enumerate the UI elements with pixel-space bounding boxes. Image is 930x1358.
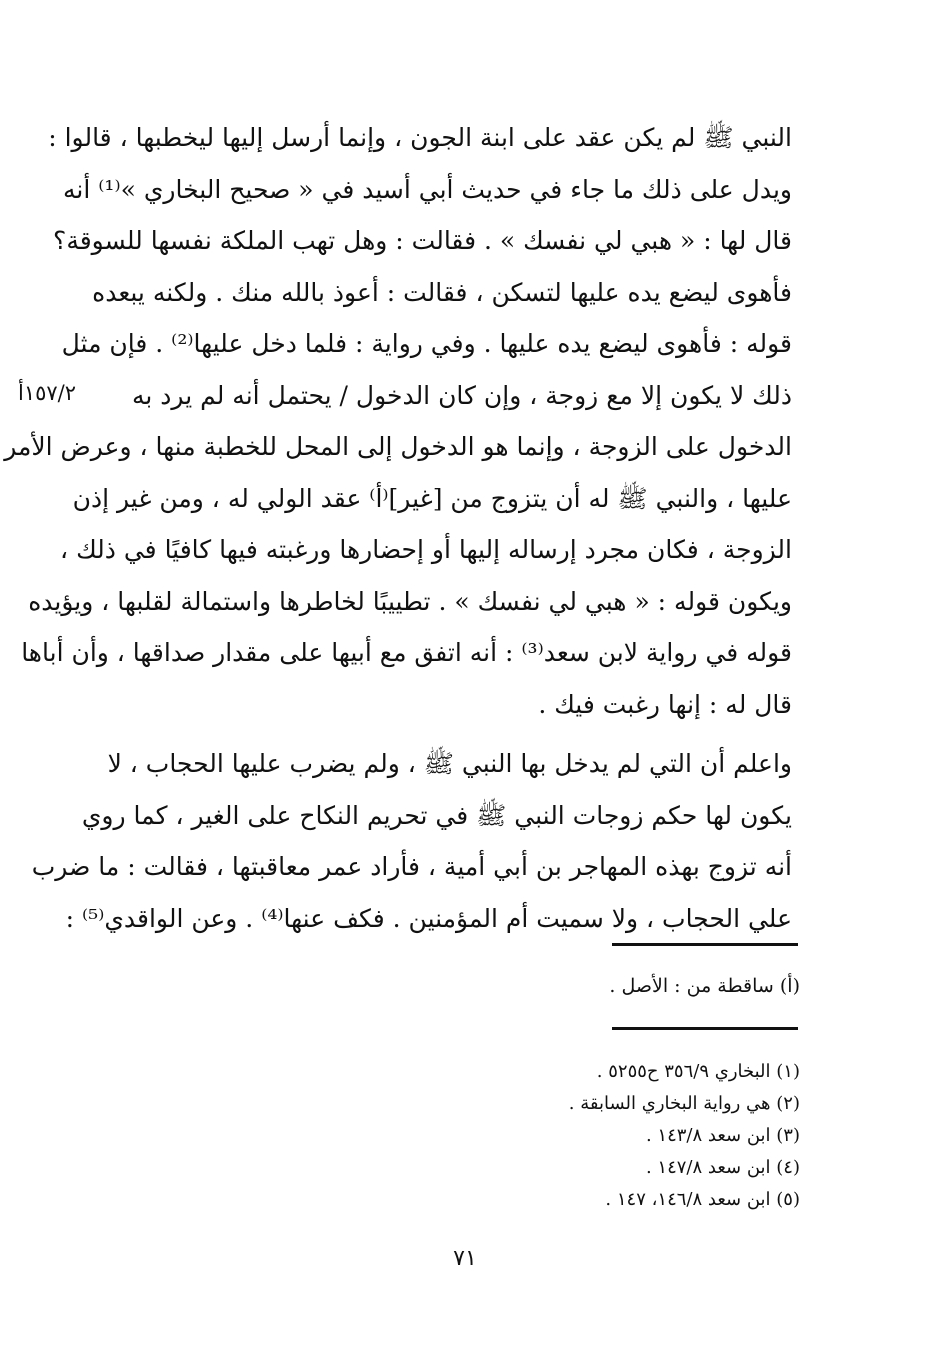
page-number: ٧١ xyxy=(453,1246,477,1271)
text-line: واعلم أن التي لم يدخل بها النبي ﷺ ، ولم يضرب عليها الحجاب ، لا xyxy=(107,749,792,778)
text-line: يكون لها حكم زوجات النبي ﷺ في تحريم النكاح على الغير ، كما روي xyxy=(81,800,792,830)
text-line: ذلك لا يكون إلا مع زوجة ، وإن كان الدخول / يحتمل أنه لم يرد به xyxy=(131,380,792,410)
text-line: النبي ﷺ لم يكن عقد على ابنة الجون ، وإنما أرسل إليها ليخطبها ، قالوا : xyxy=(48,123,792,152)
footnotes-list xyxy=(400,1056,800,1216)
text-line: ويدل على ذلك ما جاء في حديث أبي أسيد في « صحيح البخاري »⁽¹⁾ أنه xyxy=(63,174,792,204)
text-line: قال لها : « هبي لي نفسك » . فقالت : وهل تهب الملكة نفسها للسوقة؟ xyxy=(53,226,792,255)
text-line: أنه تزوج بهذه المهاجر بن أبي أمية ، فأراد عمر معاقبتها ، فقالت : ما ضرب xyxy=(31,852,792,881)
text-line: قال له : إنها رغبت فيك . xyxy=(538,689,792,719)
text-line: علي الحجاب ، ولا سميت أم المؤمنين . فكف عنها⁽⁴⁾ . وعن الواقدي⁽⁵⁾ : xyxy=(65,903,792,933)
text-line: الزوجة ، فكان مجرد إرساله إليها أو إحضارها ورغبته فيها كافيًا في ذلك ، xyxy=(60,535,792,564)
footnote: (٢) هي رواية البخاري السابقة . xyxy=(568,1093,800,1114)
text-line: فأهوى ليضع يده عليها لتسكن ، فقالت : أعوذ بالله منك . ولكنه يبعده xyxy=(92,277,792,307)
text-line: ويكون قوله : « هبي لي نفسك » . تطييبًا لخاطرها واستمالة لقلبها ، ويؤيده xyxy=(28,586,792,616)
footnote: (٤) ابن سعد ١٤٧/٨ . xyxy=(645,1157,800,1178)
footnote: (٥) ابن سعد ١٤٦/٨، ١٤٧ . xyxy=(605,1189,800,1210)
footnote: (١) البخاري ٣٥٦/٩ ح٥٢٥٥ . xyxy=(596,1061,800,1082)
footnote-divider xyxy=(612,1027,798,1030)
text-line: الدخول على الزوجة ، وإنما هو الدخول إلى المحل للخطبة منها ، وعرض الأمر xyxy=(4,432,792,461)
footnote-divider xyxy=(612,943,798,946)
footnote: (٣) ابن سعد ١٤٣/٨ . xyxy=(645,1125,800,1146)
margin-folio-note: ١٥٧/٢أ xyxy=(18,381,77,405)
text-line: قوله : فأهوى ليضع يده عليها . وفي رواية : فلما دخل عليها⁽²⁾ . فإن مثل xyxy=(61,329,792,358)
text-line: عليها ، والنبي ﷺ له أن يتزوج من [غير]⁽أ⁾ عقد الولي له ، ومن غير إذن xyxy=(72,483,792,513)
textual-variant-note: (أ) ساقطة من : الأصل . xyxy=(609,975,800,997)
text-line: قوله في رواية لابن سعد⁽³⁾ : أنه اتفق مع أبيها على مقدار صداقها ، وأن أباها xyxy=(21,638,792,667)
second-paragraph xyxy=(31,738,792,944)
